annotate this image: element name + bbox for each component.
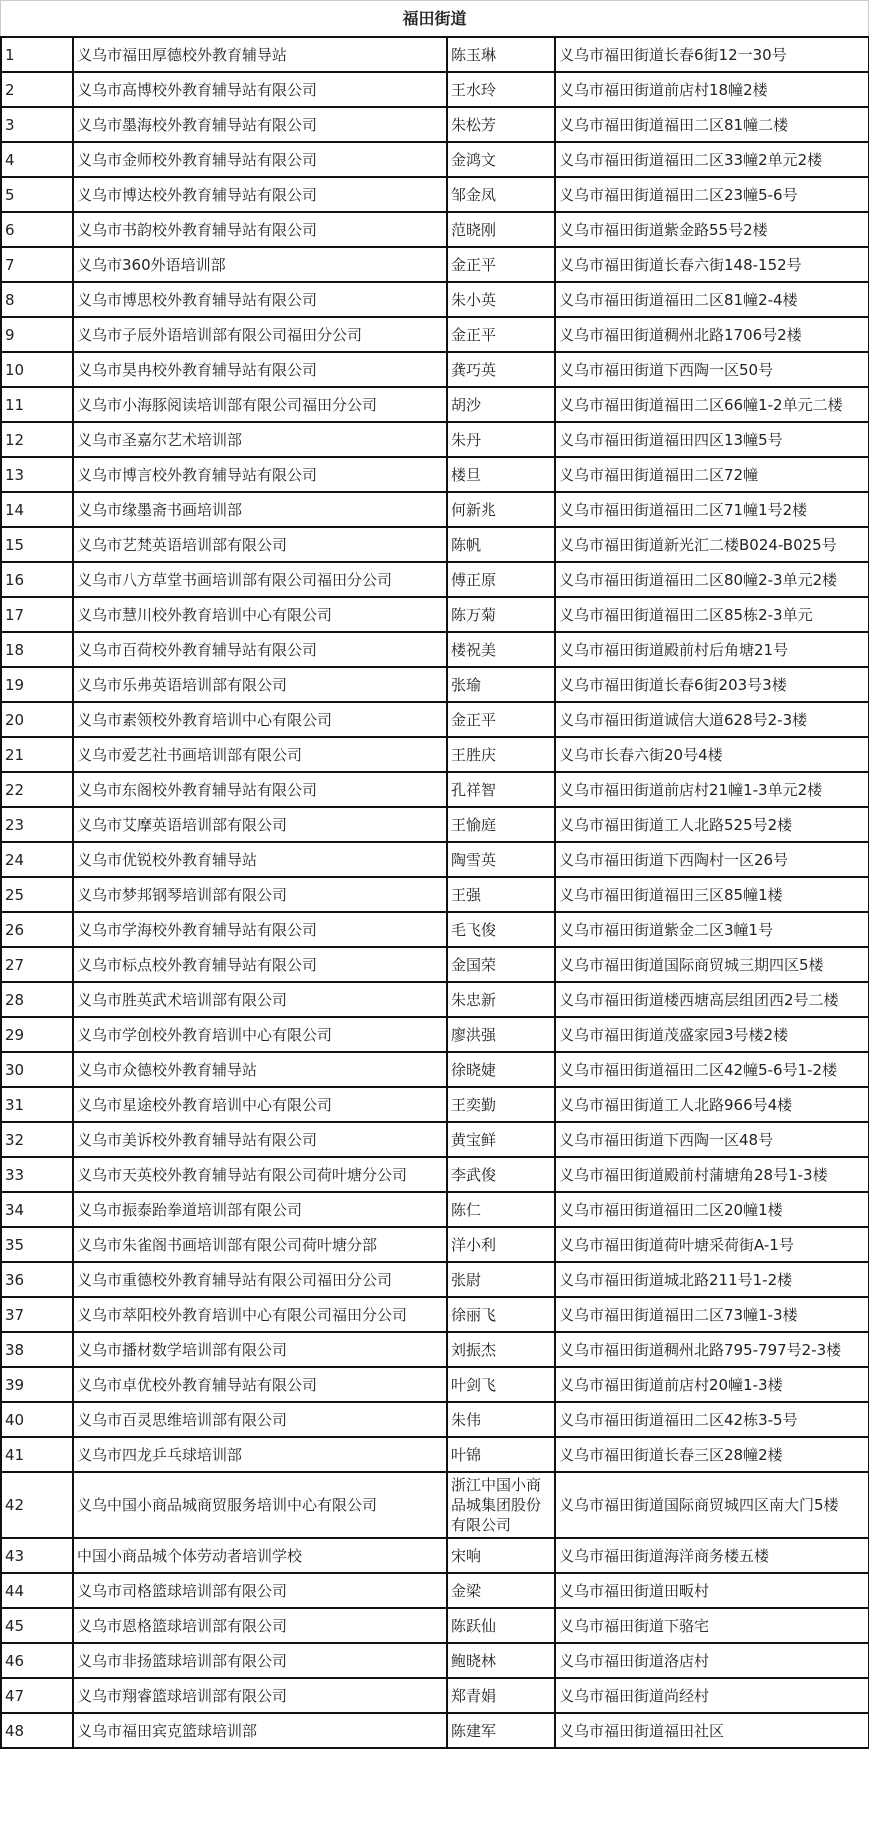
address-cell: 义乌市福田街道福田二区80幢2-3单元2楼	[555, 562, 869, 597]
contact-person-cell: 郑青娟	[447, 1678, 555, 1713]
institution-name-cell: 义乌市子辰外语培训部有限公司福田分公司	[73, 317, 447, 352]
table-row	[1, 1678, 869, 1713]
row-number-cell: 23	[1, 807, 73, 842]
row-number-cell: 6	[1, 212, 73, 247]
institution-name-cell: 义乌市恩格篮球培训部有限公司	[73, 1608, 447, 1643]
table-row	[1, 1017, 869, 1052]
address-cell: 义乌市福田街道福田二区42栋3-5号	[555, 1402, 869, 1437]
institution-name-cell: 义乌市百荷校外教育辅导站有限公司	[73, 632, 447, 667]
table-row	[1, 1192, 869, 1227]
row-number-cell: 18	[1, 632, 73, 667]
contact-person-cell: 金正平	[447, 702, 555, 737]
table-row	[1, 1713, 869, 1748]
contact-person-cell: 胡沙	[447, 387, 555, 422]
contact-person-cell: 何新兆	[447, 492, 555, 527]
row-number-cell: 20	[1, 702, 73, 737]
table-row	[1, 772, 869, 807]
institution-name-cell: 义乌市乐弗英语培训部有限公司	[73, 667, 447, 702]
contact-person-cell: 朱小英	[447, 282, 555, 317]
row-number-cell: 39	[1, 1367, 73, 1402]
address-cell: 义乌市福田街道城北路211号1-2楼	[555, 1262, 869, 1297]
table-row	[1, 842, 869, 877]
table-row	[1, 282, 869, 317]
address-cell: 义乌市福田街道福田二区71幢1号2楼	[555, 492, 869, 527]
row-number-cell: 21	[1, 737, 73, 772]
row-number-cell: 13	[1, 457, 73, 492]
contact-person-cell: 鲍晓林	[447, 1643, 555, 1678]
address-cell: 义乌市福田街道前店村18幢2楼	[555, 72, 869, 107]
address-cell: 义乌市福田街道洛店村	[555, 1643, 869, 1678]
contact-person-cell: 王强	[447, 877, 555, 912]
institution-name-cell: 义乌市素领校外教育培训中心有限公司	[73, 702, 447, 737]
contact-person-cell: 金鸿文	[447, 142, 555, 177]
institution-name-cell: 义乌市昊冉校外教育辅导站有限公司	[73, 352, 447, 387]
table-row	[1, 492, 869, 527]
row-number-cell: 30	[1, 1052, 73, 1087]
contact-person-cell: 金梁	[447, 1573, 555, 1608]
contact-person-cell: 朱丹	[447, 422, 555, 457]
contact-person-cell: 孔祥智	[447, 772, 555, 807]
contact-person-cell: 叶锦	[447, 1437, 555, 1472]
address-cell: 义乌市福田街道殿前村蒲塘角28号1-3楼	[555, 1157, 869, 1192]
row-number-cell: 22	[1, 772, 73, 807]
institution-name-cell: 义乌市美诉校外教育辅导站有限公司	[73, 1122, 447, 1157]
table-row	[1, 1157, 869, 1192]
table-row	[1, 702, 869, 737]
contact-person-cell: 陈帆	[447, 527, 555, 562]
address-cell: 义乌市福田街道福田社区	[555, 1713, 869, 1748]
table-row	[1, 37, 869, 72]
institution-name-cell: 义乌市艺梵英语培训部有限公司	[73, 527, 447, 562]
institution-name-cell: 义乌市翔睿篮球培训部有限公司	[73, 1678, 447, 1713]
address-cell: 义乌市福田街道福田二区85栋2-3单元	[555, 597, 869, 632]
table-row	[1, 1437, 869, 1472]
institution-name-cell: 义乌市学海校外教育辅导站有限公司	[73, 912, 447, 947]
institution-name-cell: 义乌市星途校外教育培训中心有限公司	[73, 1087, 447, 1122]
table-row	[1, 352, 869, 387]
contact-person-cell: 范晓刚	[447, 212, 555, 247]
address-cell: 义乌市福田街道长春6街203号3楼	[555, 667, 869, 702]
institution-name-cell: 义乌市八方草堂书画培训部有限公司福田分公司	[73, 562, 447, 597]
institution-name-cell: 义乌市萃阳校外教育培训中心有限公司福田分公司	[73, 1297, 447, 1332]
contact-person-cell: 黄宝鲜	[447, 1122, 555, 1157]
contact-person-cell: 叶剑飞	[447, 1367, 555, 1402]
table-row	[1, 982, 869, 1017]
row-number-cell: 40	[1, 1402, 73, 1437]
contact-person-cell: 廖洪强	[447, 1017, 555, 1052]
institution-name-cell: 义乌市百灵思维培训部有限公司	[73, 1402, 447, 1437]
row-number-cell: 34	[1, 1192, 73, 1227]
table-row	[1, 1643, 869, 1678]
address-cell: 义乌市福田街道工人北路966号4楼	[555, 1087, 869, 1122]
table-row	[1, 632, 869, 667]
institution-name-cell: 义乌市四龙乒乓球培训部	[73, 1437, 447, 1472]
address-cell: 义乌市长春六街20号4楼	[555, 737, 869, 772]
table-row	[1, 912, 869, 947]
institution-name-cell: 义乌市福田宾克篮球培训部	[73, 1713, 447, 1748]
contact-person-cell: 宋响	[447, 1538, 555, 1573]
institution-name-cell: 义乌市众德校外教育辅导站	[73, 1052, 447, 1087]
institution-name-cell: 义乌市墨海校外教育辅导站有限公司	[73, 107, 447, 142]
table-row	[1, 247, 869, 282]
address-cell: 义乌市福田街道国际商贸城四区南大门5楼	[555, 1472, 869, 1538]
address-cell: 义乌市福田街道长春六街148-152号	[555, 247, 869, 282]
contact-person-cell: 朱伟	[447, 1402, 555, 1437]
address-cell: 义乌市福田街道海洋商务楼五楼	[555, 1538, 869, 1573]
address-cell: 义乌市福田街道田畈村	[555, 1573, 869, 1608]
institution-name-cell: 义乌市司格篮球培训部有限公司	[73, 1573, 447, 1608]
table-row	[1, 597, 869, 632]
table-row	[1, 1538, 869, 1573]
row-number-cell: 26	[1, 912, 73, 947]
address-cell: 义乌市福田街道殿前村后角塘21号	[555, 632, 869, 667]
institution-name-cell: 义乌市圣嘉尔艺术培训部	[73, 422, 447, 457]
row-number-cell: 33	[1, 1157, 73, 1192]
row-number-cell: 9	[1, 317, 73, 352]
row-number-cell: 36	[1, 1262, 73, 1297]
address-cell: 义乌市福田街道国际商贸城三期四区5楼	[555, 947, 869, 982]
institution-name-cell: 义乌市播材数学培训部有限公司	[73, 1332, 447, 1367]
contact-person-cell: 楼祝美	[447, 632, 555, 667]
row-number-cell: 19	[1, 667, 73, 702]
row-number-cell: 16	[1, 562, 73, 597]
row-number-cell: 45	[1, 1608, 73, 1643]
row-number-cell: 1	[1, 37, 73, 72]
contact-person-cell: 楼旦	[447, 457, 555, 492]
row-number-cell: 2	[1, 72, 73, 107]
row-number-cell: 47	[1, 1678, 73, 1713]
institution-name-cell: 义乌市优锐校外教育辅导站	[73, 842, 447, 877]
institution-name-cell: 义乌市博达校外教育辅导站有限公司	[73, 177, 447, 212]
address-cell: 义乌市福田街道工人北路525号2楼	[555, 807, 869, 842]
table-row	[1, 387, 869, 422]
row-number-cell: 12	[1, 422, 73, 457]
address-cell: 义乌市福田街道长春三区28幢2楼	[555, 1437, 869, 1472]
institution-name-cell: 义乌市爱艺社书画培训部有限公司	[73, 737, 447, 772]
contact-person-cell: 陈跃仙	[447, 1608, 555, 1643]
address-cell: 义乌市福田街道福田二区42幢5-6号1-2楼	[555, 1052, 869, 1087]
row-number-cell: 44	[1, 1573, 73, 1608]
row-number-cell: 29	[1, 1017, 73, 1052]
institution-name-cell: 义乌市高博校外教育辅导站有限公司	[73, 72, 447, 107]
address-cell: 义乌市福田街道荷叶塘采荷街A-1号	[555, 1227, 869, 1262]
row-number-cell: 25	[1, 877, 73, 912]
table-row	[1, 107, 869, 142]
table-body	[1, 37, 869, 1748]
table-row	[1, 1367, 869, 1402]
row-number-cell: 31	[1, 1087, 73, 1122]
institution-name-cell: 义乌市朱雀阁书画培训部有限公司荷叶塘分部	[73, 1227, 447, 1262]
address-cell: 义乌市福田街道福田二区81幢2-4楼	[555, 282, 869, 317]
institution-name-cell: 义乌市博言校外教育辅导站有限公司	[73, 457, 447, 492]
table-row	[1, 177, 869, 212]
institution-name-cell: 义乌市慧川校外教育培训中心有限公司	[73, 597, 447, 632]
address-cell: 义乌市福田街道下西陶村一区26号	[555, 842, 869, 877]
row-number-cell: 38	[1, 1332, 73, 1367]
contact-person-cell: 陈玉琳	[447, 37, 555, 72]
row-number-cell: 35	[1, 1227, 73, 1262]
contact-person-cell: 金正平	[447, 317, 555, 352]
institution-name-cell: 义乌市福田厚德校外教育辅导站	[73, 37, 447, 72]
row-number-cell: 7	[1, 247, 73, 282]
address-cell: 义乌市福田街道紫金二区3幢1号	[555, 912, 869, 947]
row-number-cell: 3	[1, 107, 73, 142]
table-title: 福田街道	[0, 0, 869, 36]
row-number-cell: 28	[1, 982, 73, 1017]
address-cell: 义乌市福田街道前店村21幢1-3单元2楼	[555, 772, 869, 807]
address-cell: 义乌市福田街道前店村20幢1-3楼	[555, 1367, 869, 1402]
table-row	[1, 562, 869, 597]
institution-name-cell: 义乌市360外语培训部	[73, 247, 447, 282]
address-cell: 义乌市福田街道福田四区13幢5号	[555, 422, 869, 457]
table-row	[1, 1573, 869, 1608]
address-cell: 义乌市福田街道稠州北路795-797号2-3楼	[555, 1332, 869, 1367]
institution-name-cell: 义乌中国小商品城商贸服务培训中心有限公司	[73, 1472, 447, 1538]
institution-name-cell: 义乌市博思校外教育辅导站有限公司	[73, 282, 447, 317]
contact-person-cell: 浙江中国小商品城集团股份有限公司	[447, 1472, 555, 1538]
table-row	[1, 457, 869, 492]
address-cell: 义乌市福田街道福田二区81幢二楼	[555, 107, 869, 142]
row-number-cell: 32	[1, 1122, 73, 1157]
address-cell: 义乌市福田街道下骆宅	[555, 1608, 869, 1643]
institution-name-cell: 义乌市卓优校外教育辅导站有限公司	[73, 1367, 447, 1402]
contact-person-cell: 陶雪英	[447, 842, 555, 877]
address-cell: 义乌市福田街道福田二区23幢5-6号	[555, 177, 869, 212]
address-cell: 义乌市福田街道长春6街12一30号	[555, 37, 869, 72]
address-cell: 义乌市福田街道诚信大道628号2-3楼	[555, 702, 869, 737]
table-row	[1, 72, 869, 107]
contact-person-cell: 陈万菊	[447, 597, 555, 632]
contact-person-cell: 朱忠新	[447, 982, 555, 1017]
institution-name-cell: 义乌市艾摩英语培训部有限公司	[73, 807, 447, 842]
row-number-cell: 46	[1, 1643, 73, 1678]
table-row	[1, 527, 869, 562]
row-number-cell: 42	[1, 1472, 73, 1538]
table-row	[1, 1262, 869, 1297]
institution-name-cell: 义乌市缘墨斋书画培训部	[73, 492, 447, 527]
contact-person-cell: 徐晓婕	[447, 1052, 555, 1087]
institution-name-cell: 义乌市梦邦钢琴培训部有限公司	[73, 877, 447, 912]
table-row	[1, 1122, 869, 1157]
institution-name-cell: 义乌市东阁校外教育辅导站有限公司	[73, 772, 447, 807]
row-number-cell: 24	[1, 842, 73, 877]
contact-person-cell: 金正平	[447, 247, 555, 282]
institution-name-cell: 义乌市学创校外教育培训中心有限公司	[73, 1017, 447, 1052]
table-row	[1, 212, 869, 247]
table-row	[1, 1052, 869, 1087]
contact-person-cell: 邹金凤	[447, 177, 555, 212]
contact-person-cell: 陈建军	[447, 1713, 555, 1748]
institution-name-cell: 义乌市标点校外教育辅导站有限公司	[73, 947, 447, 982]
table-row	[1, 1087, 869, 1122]
row-number-cell: 8	[1, 282, 73, 317]
institution-name-cell: 义乌市振泰跆拳道培训部有限公司	[73, 1192, 447, 1227]
address-cell: 义乌市福田街道福田二区72幢	[555, 457, 869, 492]
contact-person-cell: 刘振杰	[447, 1332, 555, 1367]
address-cell: 义乌市福田街道楼西塘高层组团西2号二楼	[555, 982, 869, 1017]
table-row	[1, 1472, 869, 1538]
address-cell: 义乌市福田街道紫金路55号2楼	[555, 212, 869, 247]
contact-person-cell: 金国荣	[447, 947, 555, 982]
row-number-cell: 27	[1, 947, 73, 982]
row-number-cell: 4	[1, 142, 73, 177]
contact-person-cell: 王愉庭	[447, 807, 555, 842]
contact-person-cell: 朱松芳	[447, 107, 555, 142]
table-row	[1, 1297, 869, 1332]
table-row	[1, 142, 869, 177]
contact-person-cell: 王水玲	[447, 72, 555, 107]
row-number-cell: 17	[1, 597, 73, 632]
address-cell: 义乌市福田街道福田二区66幢1-2单元二楼	[555, 387, 869, 422]
row-number-cell: 48	[1, 1713, 73, 1748]
table-row	[1, 317, 869, 352]
row-number-cell: 10	[1, 352, 73, 387]
contact-person-cell: 张尉	[447, 1262, 555, 1297]
address-cell: 义乌市福田街道下西陶一区50号	[555, 352, 869, 387]
contact-person-cell: 张瑜	[447, 667, 555, 702]
row-number-cell: 41	[1, 1437, 73, 1472]
address-cell: 义乌市福田街道下西陶一区48号	[555, 1122, 869, 1157]
row-number-cell: 5	[1, 177, 73, 212]
institution-name-cell: 义乌市书韵校外教育辅导站有限公司	[73, 212, 447, 247]
table-row	[1, 737, 869, 772]
row-number-cell: 11	[1, 387, 73, 422]
address-cell: 义乌市福田街道尚经村	[555, 1678, 869, 1713]
institution-name-cell: 义乌市小海豚阅读培训部有限公司福田分公司	[73, 387, 447, 422]
institution-table	[0, 36, 869, 1749]
address-cell: 义乌市福田街道福田二区73幢1-3楼	[555, 1297, 869, 1332]
row-number-cell: 43	[1, 1538, 73, 1573]
institution-name-cell: 义乌市天英校外教育辅导站有限公司荷叶塘分公司	[73, 1157, 447, 1192]
contact-person-cell: 傅正原	[447, 562, 555, 597]
institution-name-cell: 义乌市非扬篮球培训部有限公司	[73, 1643, 447, 1678]
table-row	[1, 422, 869, 457]
address-cell: 义乌市福田街道新光汇二楼B024-B025号	[555, 527, 869, 562]
table-row	[1, 947, 869, 982]
institution-name-cell: 义乌市胜英武术培训部有限公司	[73, 982, 447, 1017]
address-cell: 义乌市福田街道福田二区20幢1楼	[555, 1192, 869, 1227]
row-number-cell: 37	[1, 1297, 73, 1332]
institution-name-cell: 义乌市金师校外教育辅导站有限公司	[73, 142, 447, 177]
contact-person-cell: 洋小利	[447, 1227, 555, 1262]
address-cell: 义乌市福田街道稠州北路1706号2楼	[555, 317, 869, 352]
contact-person-cell: 王胜庆	[447, 737, 555, 772]
address-cell: 义乌市福田街道福田二区33幢2单元2楼	[555, 142, 869, 177]
address-cell: 义乌市福田街道福田三区85幢1楼	[555, 877, 869, 912]
contact-person-cell: 王奕勤	[447, 1087, 555, 1122]
contact-person-cell: 徐丽飞	[447, 1297, 555, 1332]
address-cell: 义乌市福田街道茂盛家园3号楼2楼	[555, 1017, 869, 1052]
table-row	[1, 667, 869, 702]
table-row	[1, 807, 869, 842]
contact-person-cell: 李武俊	[447, 1157, 555, 1192]
institution-name-cell: 中国小商品城个体劳动者培训学校	[73, 1538, 447, 1573]
table-row	[1, 1402, 869, 1437]
institution-name-cell: 义乌市重德校外教育辅导站有限公司福田分公司	[73, 1262, 447, 1297]
contact-person-cell: 龚巧英	[447, 352, 555, 387]
table-row	[1, 877, 869, 912]
row-number-cell: 15	[1, 527, 73, 562]
table-row	[1, 1608, 869, 1643]
contact-person-cell: 毛飞俊	[447, 912, 555, 947]
table-row	[1, 1227, 869, 1262]
contact-person-cell: 陈仁	[447, 1192, 555, 1227]
table-row	[1, 1332, 869, 1367]
row-number-cell: 14	[1, 492, 73, 527]
